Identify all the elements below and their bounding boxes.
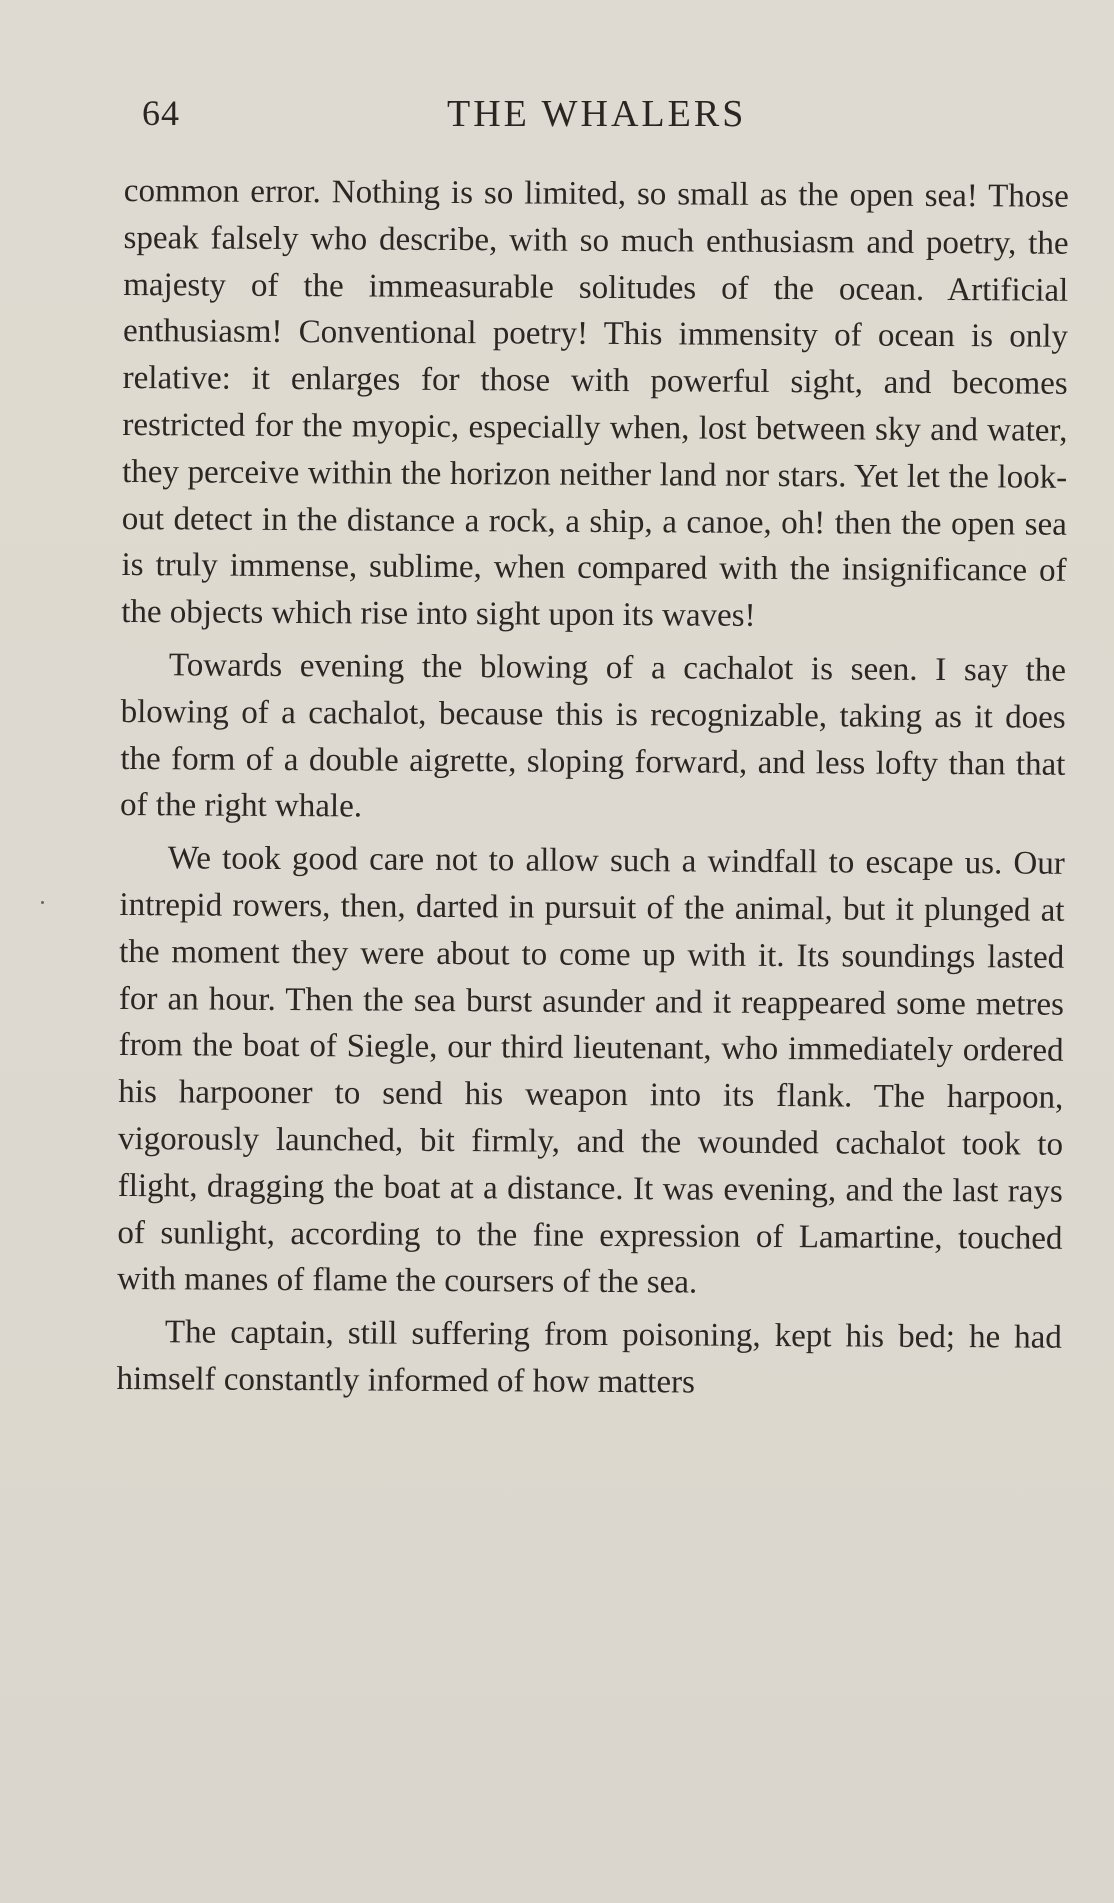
page-header	[142, 92, 778, 142]
paragraph: common error. Nothing is so limited, so small as the open sea! Those speak falsely who describe, with so much enthusiasm and poetry, the majesty of the immeasurable solitudes of the ocean. Artificial enthusiasm! Conventional poetry! This immensity of ocean is only relative: it enlarges for those with powerful sight, and becomes restricted for the myopic, especially when, lost between sky and water, they perceive within the horizon neither land nor stars. Yet let the look-out detect in the distance a rock, a ship, a canoe, oh! then the open sea is truly immense, sublime, when compared with the insignificance of the objects which rise into sight upon its waves!	[121, 172, 1069, 635]
running-head: THE WHALERS	[447, 93, 747, 135]
page-number: 64	[142, 93, 180, 133]
paper-speck	[41, 901, 44, 904]
paragraph: The captain, still suffering from poisoning, kept his bed; he had himself constantly informed of how matters	[116, 1314, 1062, 1401]
body-text	[116, 168, 1069, 1408]
paragraph: We took good care not to allow such a windfall to escape us. Our intrepid rowers, then, darted in pursuit of the animal, but it plunged at the moment they were about to come up with it. Its soundings lasted for an hour. Then the sea burst asunder and it reappeared some metres from the boat of Siegle, our third lieutenant, who immediately ordered his harpooner to send his weapon into its flank. The harpoon, vigorously launched, bit firmly, and the wounded cachalot took to flight, dragging the boat at a distance. It was evening, and the last rays of sunlight, according to the fine expression of Lamartine, touched with manes of flame the coursers of the sea.	[117, 840, 1065, 1301]
paragraph: Towards evening the blowing of a cachalot is seen. I say the blowing of a cachalot, because this is recognizable, taking as it does the form of a double aigrette, sloping forward, and less lofty than that of the right whale.	[119, 647, 1067, 825]
